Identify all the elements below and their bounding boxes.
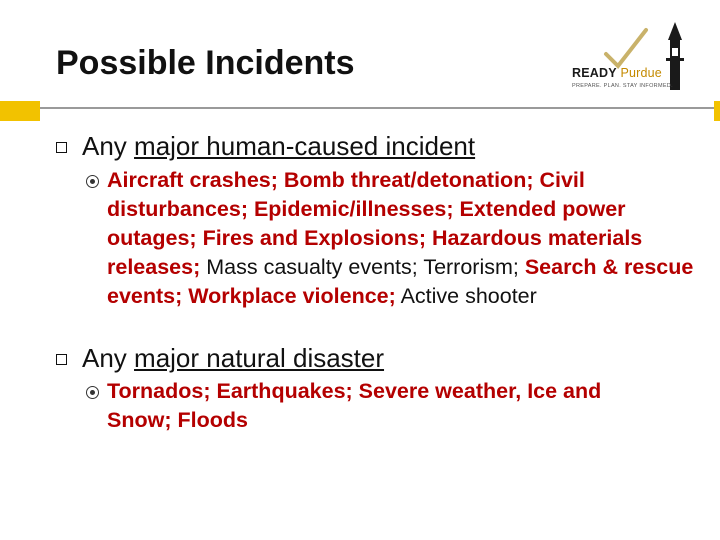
circle-bullet-icon [86,175,99,188]
bullet-1-subitem [107,166,699,311]
subitem-text-black: Mass casualty events; Terrorism; [200,255,525,279]
subitem-text-red: Tornados; Earthquakes; Severe weather, Ice and Snow; Floods [107,379,602,432]
logo-word-purdue: Purdue [620,66,662,80]
subitem-text-red: Aircraft crashes; Bomb threat/detonation; Civil disturbances; Epidemic/illnesses; Extended power outages; Fires and Explosions; Hazardous materials releases; [107,168,643,279]
logo-tagline: PREPARE. PLAN. STAY INFORMED. [572,83,673,89]
rule-line [0,107,720,109]
bullet-2-lead: Any [82,343,135,373]
bullet-1-lead: Any [82,131,135,161]
circle-bullet-icon [86,386,99,399]
bullet-1-emphasis: major human-caused incident [134,131,476,161]
subitem-text-red: Search & rescue events; Workplace violence; [107,255,694,308]
slide-title: Possible Incidents [56,44,355,82]
bullet-2-subitem [107,377,667,435]
square-bullet-icon [56,354,67,365]
rule-accent-left [0,101,40,121]
bullet-1 [82,131,475,162]
logo-word-ready: READY [572,66,617,80]
ready-purdue-logo [568,18,696,98]
rule-accent-right [714,101,720,121]
bullet-2 [82,343,384,374]
subitem-text-black: Active shooter [395,284,537,308]
square-bullet-icon [56,142,67,153]
title-rule [0,101,720,121]
bullet-2-emphasis: major natural disaster [134,343,385,373]
logo-wordmark [572,66,662,80]
